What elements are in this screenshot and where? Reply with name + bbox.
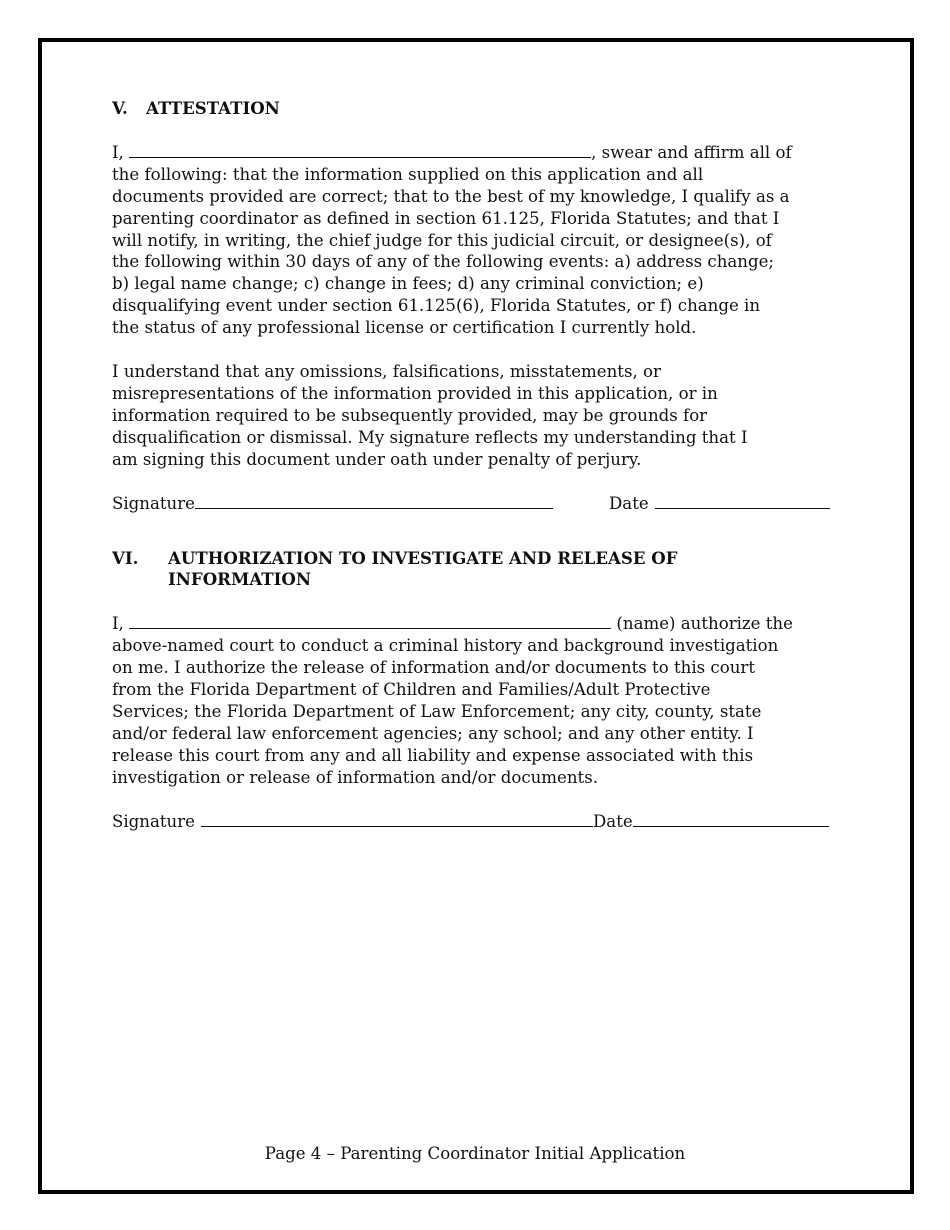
section-vi-date-field[interactable] [633,812,829,827]
section-v-number: V. [112,98,128,118]
section-vi-heading [112,548,840,592]
signature-label: Signature [112,811,195,831]
attestation-line: the following: that the information supplied on this application and all [112,164,704,184]
section-vi-signature-field[interactable] [201,812,593,827]
section-v-title: ATTESTATION [146,98,280,118]
date-label: Date [593,811,633,831]
perjury-line: I understand that any omissions, falsifications, misstatements, or [112,362,661,382]
section-v-signature-row [112,493,840,515]
document-body [112,98,840,832]
attestation-line: documents provided are correct; that to the best of my knowledge, I qualify as a [112,186,790,206]
perjury-line: am signing this document under oath under penalty of perjury. [112,449,642,469]
authorization-line: from the Florida Department of Children and Families/Adult Protective [112,680,711,700]
authorization-line: on me. I authorize the release of information and/or documents to this court [112,658,755,678]
attestation-line: parenting coordinator as defined in section 61.125, Florida Statutes; and that I [112,208,780,228]
section-v-date-field[interactable] [655,494,830,509]
attestation-paragraph [112,142,840,339]
perjury-line: disqualification or dismissal. My signature reflects my understanding that I [112,427,748,447]
perjury-paragraph [112,361,840,471]
attestation-line: will notify, in writing, the chief judge for this judicial circuit, or designee(s), of [112,230,772,250]
authorization-paragraph [112,613,840,788]
attestation-name-field[interactable] [129,143,591,158]
section-v-signature-field[interactable] [195,494,553,509]
authorization-line: above-named court to conduct a criminal history and background investigation [112,636,779,656]
section-vi-title: AUTHORIZATION TO INVESTIGATE AND RELEASE OF INFORMATION [168,547,678,590]
date-label: Date [609,493,649,513]
section-vi-signature-row [112,811,840,833]
page-footer: Page 4 – Parenting Coordinator Initial Application [264,1144,686,1163]
authorization-name-field[interactable] [129,614,611,629]
attestation-line: b) legal name change; c) change in fees; d) any criminal conviction; e) [112,274,704,294]
section-vi-number: VI. [112,547,139,568]
authorization-first-line: I, (name) authorize the [112,614,793,634]
section-v-heading [112,98,840,120]
attestation-first-line: I, , swear and affirm all of [112,142,792,162]
perjury-line: information required to be subsequently provided, may be grounds for [112,405,708,425]
attestation-line: disqualifying event under section 61.125(6), Florida Statutes, or f) change in [112,296,761,316]
attestation-line: the status of any professional license or certification I currently hold. [112,318,697,338]
authorization-line: and/or federal law enforcement agencies; any school; and any other entity. I [112,723,754,743]
authorization-line: Services; the Florida Department of Law Enforcement; any city, county, state [112,701,762,721]
attestation-line: the following within 30 days of any of the following events: a) address change; [112,252,774,272]
authorization-line: investigation or release of information and/or documents. [112,767,599,787]
authorization-line: release this court from any and all liability and expense associated with this [112,745,754,765]
perjury-line: misrepresentations of the information provided in this application, or in [112,383,718,403]
signature-label: Signature [112,493,195,513]
